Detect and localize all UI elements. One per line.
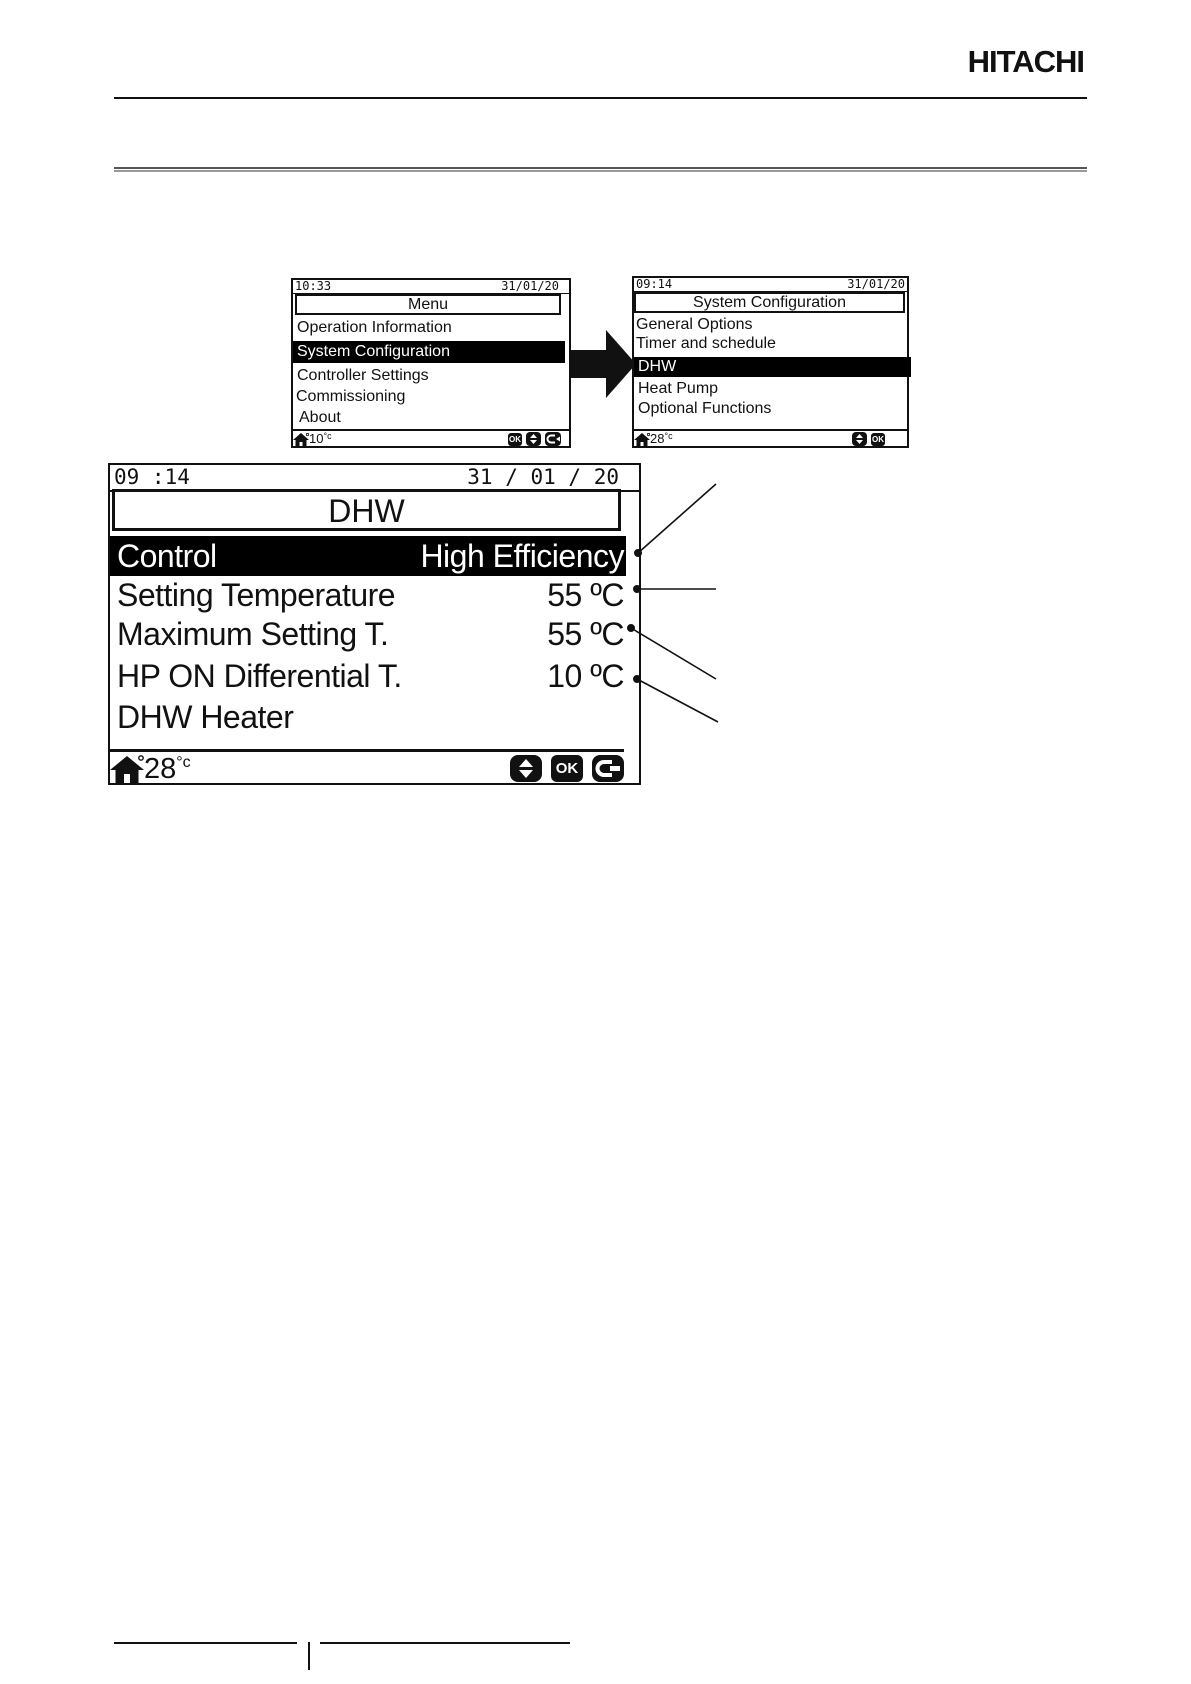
temperature-value: 10 (309, 431, 324, 446)
up-down-icon[interactable] (510, 755, 542, 782)
row-label: Control (117, 537, 217, 574)
status-bar (110, 465, 639, 492)
menu-item-timer-and-schedule[interactable]: Timer and schedule (636, 335, 776, 352)
row-value: High Efficiency (420, 537, 624, 574)
menu-item-commissioning[interactable]: Commissioning (296, 388, 406, 405)
temperature-value: 28 (144, 753, 177, 785)
menu-item-about[interactable]: About (299, 409, 341, 426)
hitachi-logo: HITACHI (967, 44, 1084, 79)
up-down-icon[interactable] (852, 432, 867, 446)
screen-footer (634, 429, 907, 446)
footer-rule-left (114, 1642, 297, 1644)
temperature-value: 28 (650, 431, 665, 446)
room-temperature (110, 755, 191, 783)
menu-item-general-options[interactable]: General Options (636, 316, 753, 333)
row-label: HP ON Differential T. (117, 657, 402, 694)
menu-item-operation-information[interactable]: Operation Information (297, 319, 452, 336)
room-temperature (293, 431, 332, 446)
menu-item-dhw[interactable]: DHW (634, 357, 911, 377)
status-bar (293, 280, 569, 294)
menu-item-optional-functions[interactable]: Optional Functions (638, 400, 772, 417)
header-rule (114, 97, 1087, 99)
menu-screen (291, 278, 571, 448)
screen-footer (293, 429, 569, 446)
callout-line-control (638, 484, 716, 553)
section-double-rule (114, 167, 1087, 169)
row-value: 55 ºC (547, 615, 624, 652)
date: 31/01/20 (501, 279, 559, 293)
callout-line-hp-on-differential-t (637, 679, 718, 722)
home-icon (293, 433, 309, 446)
clock: 10:33 (295, 279, 332, 293)
system-configuration-screen (632, 276, 909, 448)
menu-item-system-configuration[interactable]: System Configuration (293, 341, 565, 363)
callout-line-maximum-setting-t (631, 628, 716, 679)
menu-item-controller-settings[interactable]: Controller Settings (297, 367, 429, 384)
room-temperature (634, 431, 673, 446)
dhw-screen (108, 463, 641, 785)
screen-title: Menu (295, 294, 561, 315)
home-icon (110, 755, 144, 783)
dhw-row-setting-temperature[interactable] (110, 575, 626, 615)
clock: 09:14 (636, 277, 673, 291)
row-label: Maximum Setting T. (117, 615, 389, 652)
back-icon[interactable] (545, 432, 561, 446)
arrow-right-icon (570, 330, 636, 398)
date: 31 / 01 / 20 (467, 465, 619, 489)
ok-icon[interactable]: OK (551, 755, 583, 782)
screen-title: DHW (112, 489, 621, 531)
screen-footer (110, 749, 624, 783)
temperature-unit: °c (323, 431, 332, 441)
dhw-row-maximum-setting-t[interactable] (110, 614, 626, 654)
row-label: DHW Heater (117, 698, 294, 735)
back-icon[interactable] (592, 755, 624, 782)
screen-title: System Configuration (634, 292, 905, 313)
date: 31/01/20 (847, 277, 905, 291)
footer-rule-right (320, 1642, 570, 1644)
home-icon (634, 433, 650, 446)
row-value: 10 ºC (547, 657, 624, 694)
dhw-row-control[interactable] (110, 536, 626, 576)
row-value: 55 ºC (547, 576, 624, 613)
row-label: Setting Temperature (117, 576, 396, 613)
temperature-unit: °c (664, 431, 673, 441)
ok-icon[interactable]: OK (872, 434, 884, 444)
dhw-row-hp-on-differential-t[interactable] (110, 656, 626, 696)
up-down-icon[interactable] (526, 432, 541, 446)
temperature-unit: °c (176, 754, 191, 771)
clock: 09 :14 (114, 465, 190, 489)
footer-separator (308, 1642, 310, 1670)
dhw-row-dhw-heater[interactable] (110, 697, 626, 737)
ok-icon[interactable]: OK (509, 434, 521, 444)
menu-item-heat-pump[interactable]: Heat Pump (638, 380, 719, 397)
status-bar (634, 278, 907, 292)
